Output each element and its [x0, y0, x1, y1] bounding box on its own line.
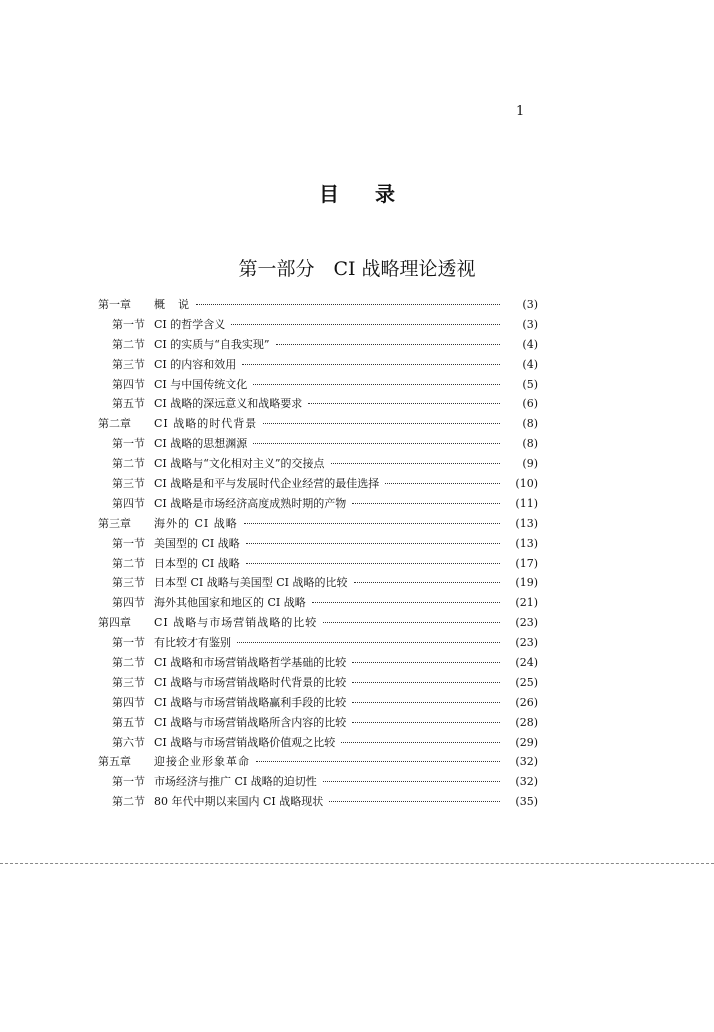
toc-section-entry: [98, 495, 538, 515]
toc-section-entry: [98, 594, 538, 614]
toc-section-entry: [98, 316, 538, 336]
dot-leader: [256, 761, 500, 762]
toc-entry-title: 市场经济与推广 CI 战略的迫切性: [154, 775, 317, 789]
toc-entry-page: (23): [515, 616, 538, 630]
toc-entry-number: 第三章: [98, 516, 131, 530]
dot-leader: [237, 642, 500, 643]
dot-leader: [242, 364, 500, 365]
page-number: 1: [516, 104, 525, 119]
toc-entry-page: (24): [515, 656, 538, 670]
toc-entry-title: CI 战略是市场经济高度成熟时期的产物: [154, 496, 347, 510]
toc-entry-title: CI 战略与市场营销战略赢利手段的比较: [154, 695, 347, 709]
toc-entry-number: 第一节: [112, 437, 145, 451]
dot-leader: [331, 463, 500, 464]
dot-leader: [329, 801, 500, 802]
toc-entry-title: 日本型 CI 战略与美国型 CI 战略的比较: [154, 576, 348, 590]
dot-leader: [308, 403, 500, 404]
toc-entry-number: 第二节: [112, 556, 145, 570]
toc-entry-number: 第一节: [112, 636, 145, 650]
toc-entry-number: 第四节: [112, 695, 145, 709]
toc-section-entry: [98, 435, 538, 455]
toc-entry-title: 海外的 CI 战略: [154, 516, 238, 530]
toc-entry-title: CI 战略的思想渊源: [154, 437, 248, 451]
toc-entry-number: 第一节: [112, 317, 145, 331]
toc-entry-page: (32): [515, 775, 538, 789]
toc-entry-page: (10): [515, 477, 538, 491]
toc-entry-title: CI 战略的时代背景: [154, 417, 258, 431]
toc-entry-page: (13): [515, 516, 538, 530]
toc-entry-page: (17): [515, 556, 538, 570]
toc-entry-page: (28): [515, 715, 538, 729]
dot-leader: [352, 503, 500, 504]
toc-section-entry: [98, 734, 538, 754]
toc-entry-number: 第四章: [98, 616, 131, 630]
dot-leader: [253, 384, 500, 385]
toc-entry-number: 第四节: [112, 377, 145, 391]
toc-entry-page: (26): [515, 695, 538, 709]
toc-entry-number: 第一节: [112, 775, 145, 789]
toc-entry-title: 美国型的 CI 战略: [154, 536, 240, 550]
dot-leader: [253, 443, 500, 444]
dot-leader: [385, 483, 500, 484]
toc-entry-page: (9): [522, 457, 538, 471]
dot-leader: [244, 523, 500, 524]
dot-leader: [352, 722, 500, 723]
toc-entry-title: 80 年代中期以来国内 CI 战略现状: [154, 795, 324, 809]
toc-entry-page: (6): [522, 397, 538, 411]
toc-entry-page: (23): [515, 636, 538, 650]
dot-leader: [323, 781, 500, 782]
toc-entry-number: 第二节: [112, 457, 145, 471]
toc-entry-page: (25): [515, 675, 538, 689]
dot-leader: [352, 662, 500, 663]
toc-entry-title: CI 与中国传统文化: [154, 377, 248, 391]
toc-entry-page: (32): [515, 755, 538, 769]
dot-leader: [354, 582, 500, 583]
toc-entry-page: (13): [515, 536, 538, 550]
toc-section-entry: [98, 535, 538, 555]
toc-entry-number: 第二节: [112, 337, 145, 351]
toc-entry-number: 第六节: [112, 735, 145, 749]
toc-entry-number: 第一节: [112, 536, 145, 550]
dot-leader: [312, 602, 500, 603]
toc-section-entry: [98, 376, 538, 396]
toc-entry-title: CI 的内容和效用: [154, 357, 237, 371]
scan-artifact-line: [0, 863, 714, 864]
toc-entry-title: CI 战略的深远意义和战略要求: [154, 397, 303, 411]
toc-chapter-entry: [98, 415, 538, 435]
toc-entry-page: (4): [522, 337, 538, 351]
dot-leader: [276, 344, 500, 345]
toc-section-entry: [98, 356, 538, 376]
toc-list: [98, 296, 538, 813]
toc-entry-title: CI 战略与市场营销战略价值观之比较: [154, 735, 336, 749]
toc-entry-title: CI 战略与“文化相对主义”的交接点: [154, 457, 325, 471]
toc-section-entry: [98, 793, 538, 813]
toc-entry-number: 第三节: [112, 675, 145, 689]
toc-chapter-entry: [98, 515, 538, 535]
toc-entry-title: CI 的实质与“自我实现”: [154, 337, 270, 351]
toc-entry-title: CI 战略是和平与发展时代企业经营的最佳选择: [154, 477, 380, 491]
dot-leader: [196, 304, 500, 305]
toc-entry-number: 第五节: [112, 715, 145, 729]
toc-entry-title: CI 战略和市场营销战略哲学基础的比较: [154, 656, 347, 670]
toc-entry-title: 海外其他国家和地区的 CI 战略: [154, 596, 306, 610]
toc-title-char-1: 目: [319, 182, 339, 206]
toc-entry-page: (4): [522, 357, 538, 371]
toc-entry-page: (3): [522, 298, 538, 311]
toc-entry-number: 第四节: [112, 496, 145, 510]
dot-leader: [263, 423, 500, 424]
toc-entry-number: 第一章: [98, 298, 131, 311]
toc-section-entry: [98, 634, 538, 654]
toc-entry-page: (35): [515, 795, 538, 809]
toc-entry-title: CI 的哲学含义: [154, 317, 226, 331]
toc-section-entry: [98, 714, 538, 734]
dot-leader: [352, 702, 500, 703]
toc-entry-number: 第三节: [112, 576, 145, 590]
toc-entry-title: 有比较才有鉴别: [154, 636, 231, 650]
toc-entry-number: 第二节: [112, 656, 145, 670]
toc-chapter-entry: [98, 753, 538, 773]
dot-leader: [231, 324, 500, 325]
dot-leader: [246, 563, 500, 564]
toc-section-entry: [98, 455, 538, 475]
toc-entry-page: (19): [515, 576, 538, 590]
toc-entry-page: (8): [522, 437, 538, 451]
toc-entry-number: 第二章: [98, 417, 131, 431]
toc-entry-page: (21): [515, 596, 538, 610]
toc-section-entry: [98, 395, 538, 415]
toc-section-entry: [98, 555, 538, 575]
dot-leader: [352, 682, 500, 683]
toc-title-char-2: 录: [375, 182, 395, 206]
toc-entry-title: CI 战略与市场营销战略所含内容的比较: [154, 715, 347, 729]
toc-entry-title: 迎接企业形象革命: [154, 755, 250, 769]
toc-entry-title: CI 战略与市场营销战略的比较: [154, 616, 318, 630]
toc-entry-number: 第三节: [112, 357, 145, 371]
toc-section-entry: [98, 694, 538, 714]
toc-section-entry: [98, 574, 538, 594]
toc-section-entry: [98, 475, 538, 495]
toc-entry-page: (11): [515, 496, 538, 510]
dot-leader: [323, 622, 500, 623]
toc-section-entry: [98, 336, 538, 356]
dot-leader: [341, 742, 500, 743]
toc-entry-title: 概 说: [154, 298, 190, 311]
dot-leader: [246, 543, 500, 544]
toc-entry-page: (5): [522, 377, 538, 391]
toc-entry-number: 第五节: [112, 397, 145, 411]
toc-entry-number: 第二节: [112, 795, 145, 809]
toc-entry-page: (3): [522, 317, 538, 331]
toc-entry-title: 日本型的 CI 战略: [154, 556, 240, 570]
toc-entry-page: (29): [515, 735, 538, 749]
toc-chapter-entry: [98, 296, 538, 316]
toc-section-entry: [98, 674, 538, 694]
toc-entry-number: 第五章: [98, 755, 131, 769]
toc-entry-title: CI 战略与市场营销战略时代背景的比较: [154, 675, 347, 689]
toc-title: [0, 178, 714, 207]
toc-section-entry: [98, 773, 538, 793]
part-heading: 第一部分 CI 战略理论透视: [238, 258, 476, 280]
toc-section-entry: [98, 654, 538, 674]
toc-entry-page: (8): [522, 417, 538, 431]
toc-chapter-entry: [98, 614, 538, 634]
toc-entry-number: 第四节: [112, 596, 145, 610]
toc-entry-number: 第三节: [112, 477, 145, 491]
